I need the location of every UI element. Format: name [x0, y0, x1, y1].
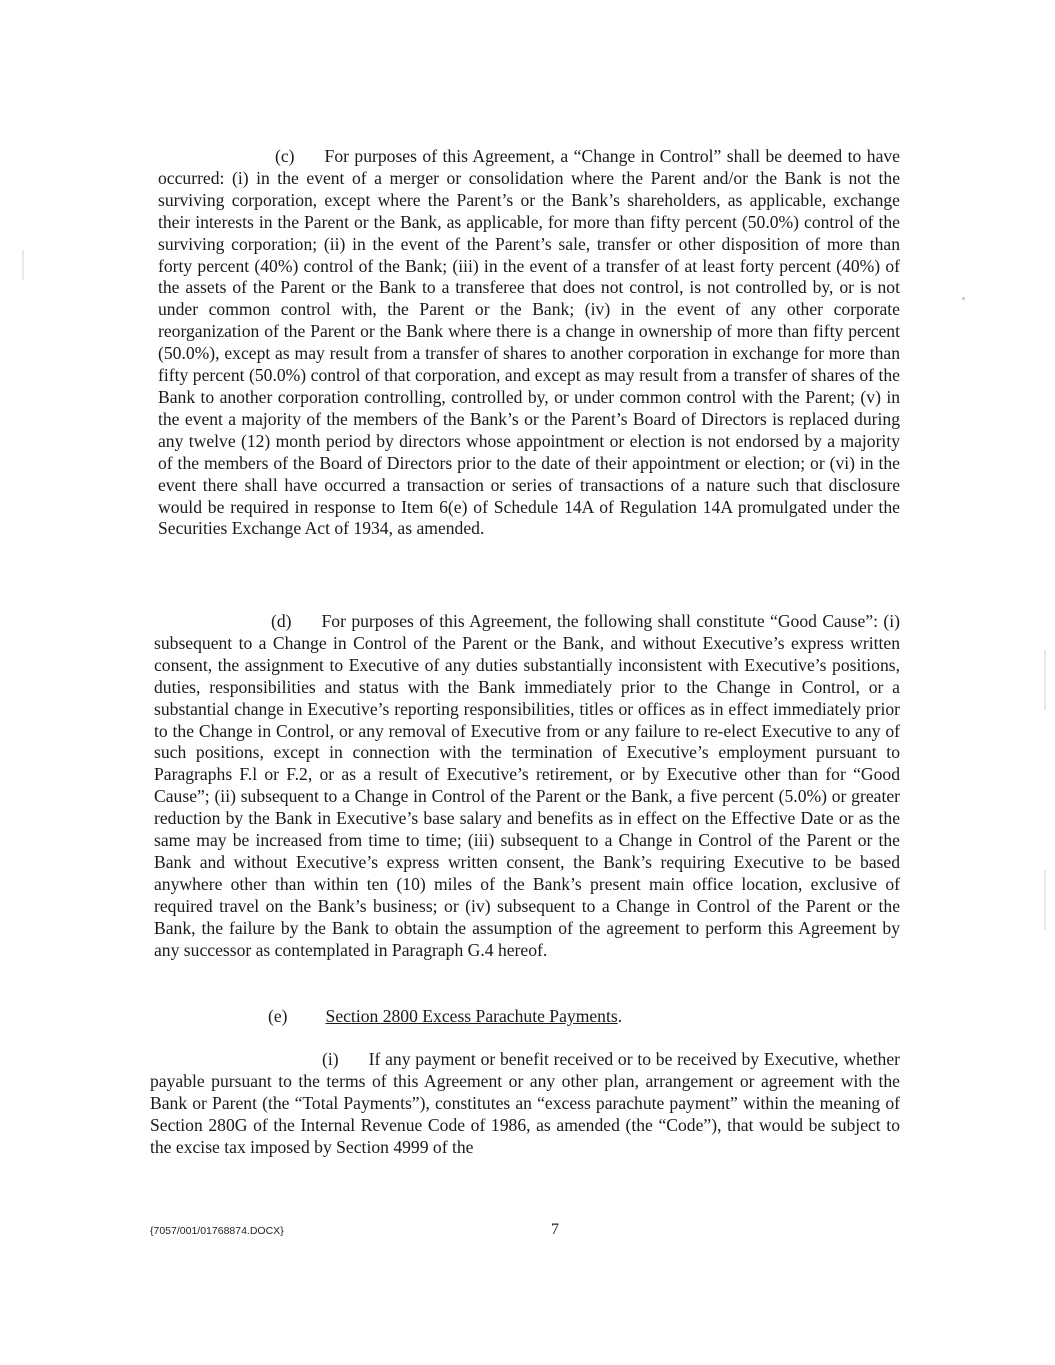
- paragraph-e-i-label: (i): [322, 1049, 339, 1069]
- scan-edge-mark: [22, 250, 24, 280]
- paragraph-c-label: (c): [275, 146, 295, 166]
- paragraph-e-i: [150, 1049, 900, 1159]
- scan-edge-mark: [1044, 650, 1046, 710]
- paragraph-c: [158, 146, 900, 540]
- paragraph-d-text: For purposes of this Agreement, the following shall constitute “Good Cause”: (i) subsequent to a Change in Control of the Parent or the Bank, and without Executive’s express written consent, the assignment to Executive of any duties substantially inconsistent with Executive’s positions, duties, responsibilities and status with the Bank immediately prior to the Change in Control, or a substantial change in Executive’s reporting responsibilities, titles or offices as in effect immediately prior to the Change in Control, or any removal of Executive from or any failure to re-elect Executive to any of such positions, except in connection with the termination of Executive’s employment pursuant to Paragraphs F.l or F.2, or as a result of Executive’s retirement, or by Executive other than for “Good Cause”; (ii) subsequent to a Change in Control of the Parent or the Bank, a five percent (5.0%) or greater reduction by the Bank in Executive’s base salary and benefits as in effect on the Effective Date or as the same may be increased from time to time; (iii) subsequent to a Change in Control of the Parent or the Bank and without Executive’s express written consent, the Bank’s requiring Executive to be based anywhere other than within ten (10) miles of the Bank’s present main office location, exclusive of required travel on the Bank’s business; or (iv) subsequent to a Change in Control of the Parent or the Bank, the failure by the Bank to obtain the assumption of the agreement to perform this Agreement by any successor as contemplated in Paragraph G.4 hereof.: [154, 611, 900, 960]
- paragraph-e-label: (e): [268, 1006, 288, 1026]
- footer-page-number: 7: [551, 1221, 559, 1238]
- paragraph-d: [154, 611, 900, 962]
- footer-document-id: {7057/001/01768874.DOCX}: [150, 1225, 284, 1237]
- section-heading-period: .: [617, 1006, 623, 1026]
- paragraph-e-heading: [268, 1006, 868, 1028]
- scan-speck: [962, 297, 965, 300]
- paragraph-d-label: (d): [271, 611, 292, 631]
- scan-edge-mark: [1044, 870, 1046, 930]
- paragraph-c-text: For purposes of this Agreement, a “Change in Control” shall be deemed to have occurred: (i) in the event of a merger or consolidation where the Parent and/or the Bank is not the surviving corporation, except where the Parent’s or the Bank’s shareholders, as applicable, exchange their interests in the Parent or the Bank, as applicable, for more than fifty percent (50.0%) control of the surviving corporation; (ii) in the event of the Parent’s sale, transfer or other disposition of more than forty percent (40%) control of the Bank; (iii) in the event of a transfer of at least forty percent (40%) of the assets of the Parent or the Bank to a transferee that does not control, is not controlled by, or is not under common control with, the Parent or the Bank; (iv) in the event of any other corporate reorganization of the Parent or the Bank where there is a change in ownership of more than fifty percent (50.0%), except as may result from a transfer of shares to another corporation in exchange for more than fifty percent (50.0%) control of that corporation, and except as may result from a transfer of shares of the Bank to another corporation controlling, controlled by, or under common control with the Parent; (v) in the event a majority of the members of the Bank’s or the Parent’s Board of Directors is replaced during any twelve (12) month period by directors whose appointment or election is not endorsed by a majority of the members of the Board of Directors prior to the date of their appointment or election; or (vi) in the event there shall have occurred a transaction or series of transactions of a nature such that disclosure would be required in response to Item 6(e) of Schedule 14A of Regulation 14A promulgated under the Securities Exchange Act of 1934, as amended.: [158, 146, 900, 539]
- paragraph-e-i-text: If any payment or benefit received or to be received by Executive, whether payable pursuant to the terms of this Agreement or any other plan, arrangement or agreement with the Bank or Parent (the “Total Payments”), constitutes an “excess parachute payment” within the meaning of Section 280G of the Internal Revenue Code of 1986, as amended (the “Code”), that would be subject to the excise tax imposed by Section 4999 of the: [150, 1049, 900, 1157]
- section-heading: Section 2800 Excess Parachute Payments: [325, 1006, 618, 1026]
